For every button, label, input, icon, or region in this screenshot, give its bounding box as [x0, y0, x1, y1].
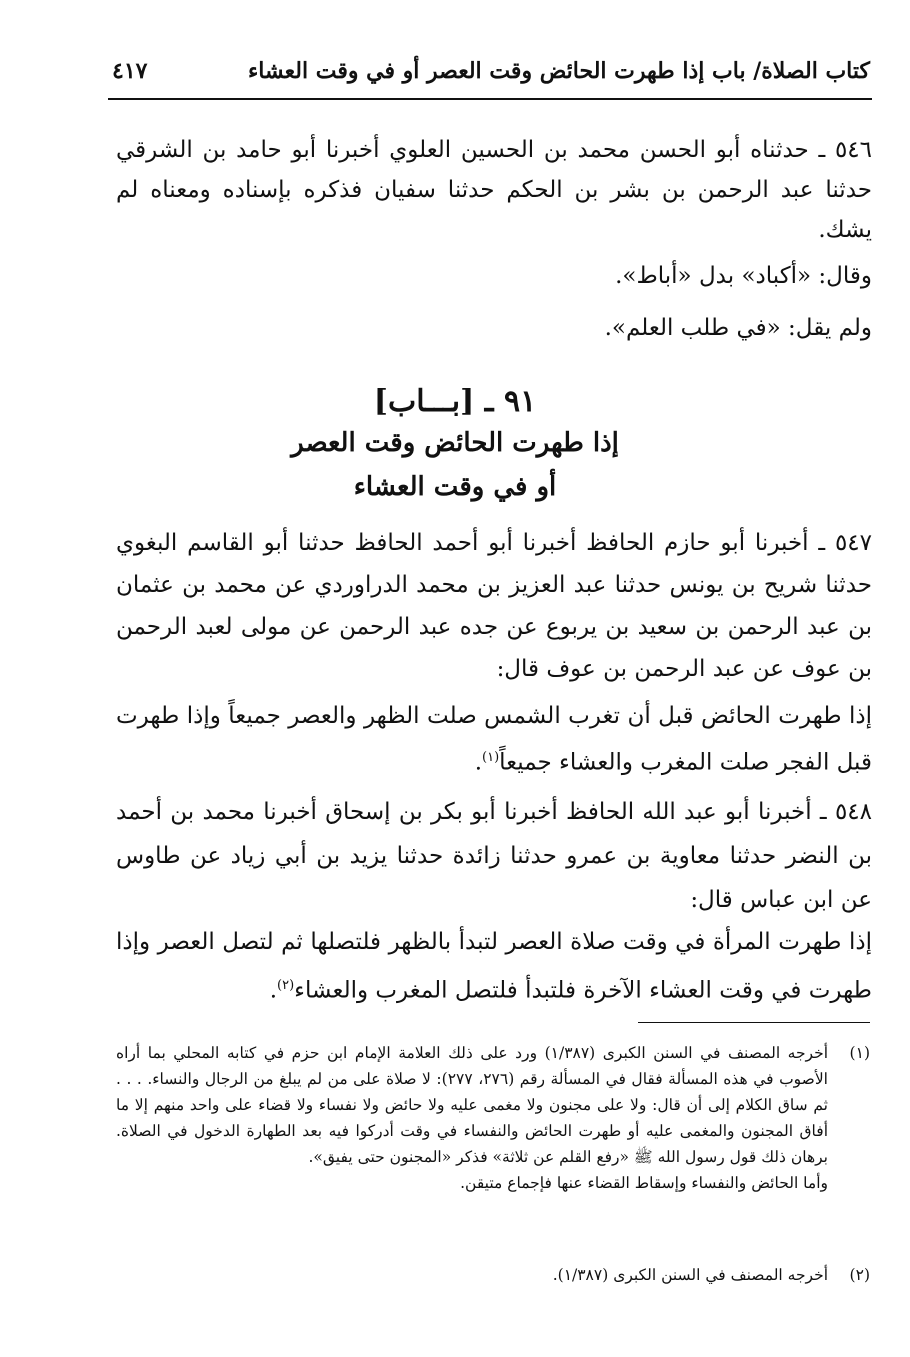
hadith-547-text: إذا طهرت الحائض قبل أن تغرب الشمس صلت الظهر والعصر جميعاً وإذا طهرت قبل الفجر صلت المغرب والعشاء جميعاً$^{(١)}$.: [116, 703, 872, 776]
hadith-546: ٥٤٦ ـ حدثناه أبو الحسن محمد بن الحسين العلوي أخبرنا أبو حامد بن الشرقي حدثنا عبد الرحمن بن بشر بن الحكم حدثنا سفيان فذكره بإسناده ومعناه لم يشك.: [116, 137, 872, 243]
footnote-1-continuation: وأما الحائض والنفساء وإسقاط القضاء عنها فإجماع متيقن.: [460, 1174, 828, 1192]
footnote-ref-1: (١): [482, 750, 500, 765]
footnote-separator: [638, 1022, 870, 1023]
footnote-1-marker: (١): [849, 1044, 870, 1062]
hadith-547-chain: ٥٤٧ ـ أخبرنا أبو حازم الحافظ أخبرنا أبو أحمد الحافظ حدثنا أبو القاسم البغوي حدثنا شريح بن يونس حدثنا عبد العزيز بن محمد الدراوردي عن محمد بن عثمان بن عبد الرحمن بن سعيد بن يربوع عن جده عبد الرحمن عن مولى لعبد الرحمن بن عوف عن عبد الرحمن بن عوف قال:: [116, 530, 872, 682]
header-title: كتاب الصلاة/ باب إذا طهرت الحائض وقت العصر أو في وقت العشاء: [247, 58, 870, 84]
page-number: ٤١٧: [112, 58, 148, 84]
footnote-1: [116, 1040, 870, 1196]
chapter-title-line1: إذا طهرت الحائض وقت العصر: [291, 428, 619, 458]
chapter-number: ٩١ ـ [بـــاب]: [373, 384, 537, 419]
footnote-1-text: أخرجه المصنف في السنن الكبرى (١/٣٨٧) ورد على ذلك العلامة الإمام ابن حزم في كتابه المحلي بما أراه الأصوب في هذه المسألة فقال في المسألة رقم (٢٧٦، ٢٧٧): لا صلاة على من لم يبلغ من الرجال والنساء. . . . ثم ساق الكلام إلى أن قال: ولا على مجنون ولا مغمى عليه ولا حائض ولا نفساء ولا قضاء على واحد منهم إلا ما أفاق المجنون والمغمى عليه أو طهرت الحائض والنفساء في وقت أدركوا فيه بعد الطهارة الدخول في الصلاة. برهان ذلك قول رسول الله ﷺ «رفع القلم عن ثلاثة» فذكر «المجنون حتى يفيق».: [116, 1044, 829, 1166]
quote-talab: ولم يقل: «في طلب العلم».: [604, 315, 872, 341]
header-rule: [108, 98, 872, 100]
footnote-2: [116, 1262, 870, 1288]
hadith-548-chain: ٥٤٨ ـ أخبرنا أبو عبد الله الحافظ أخبرنا أبو بكر بن إسحاق أخبرنا محمد بن أحمد بن النضر حدثنا معاوية بن عمرو حدثنا زائدة حدثنا يزيد بن أبي زياد عن طاوس عن ابن عباس قال:: [116, 799, 872, 913]
footnote-2-text: أخرجه المصنف في السنن الكبرى (١/٣٨٧).: [552, 1266, 828, 1284]
footnote-2-marker: (٢): [849, 1266, 870, 1284]
hadith-548-text-body: إذا طهرت المرأة في وقت صلاة العصر لتبدأ بالظهر فلتصلها ثم لتصل العصر وإذا طهرت في وقت العشاء الآخرة فلتبدأ فلتصل المغرب والعشاء: [116, 929, 872, 1004]
running-header: [112, 58, 870, 98]
chapter-title-line2: أو في وقت العشاء: [353, 472, 557, 502]
footnote-ref-2: (٢): [277, 978, 295, 993]
hadith-548-text: إذا طهرت المرأة في وقت صلاة العصر لتبدأ بالظهر فلتصلها ثم لتصل العصر وإذا طهرت في وقت العشاء الآخرة فلتبدأ فلتصل المغرب والعشاء$^{(٢)}$.: [116, 929, 872, 1004]
hadith-547-text-body: إذا طهرت الحائض قبل أن تغرب الشمس صلت الظهر والعصر جميعاً وإذا طهرت قبل الفجر صلت المغرب والعشاء جميعاً: [116, 703, 872, 776]
quote-akbad: وقال: «أكباد» بدل «أباط».: [615, 263, 872, 289]
